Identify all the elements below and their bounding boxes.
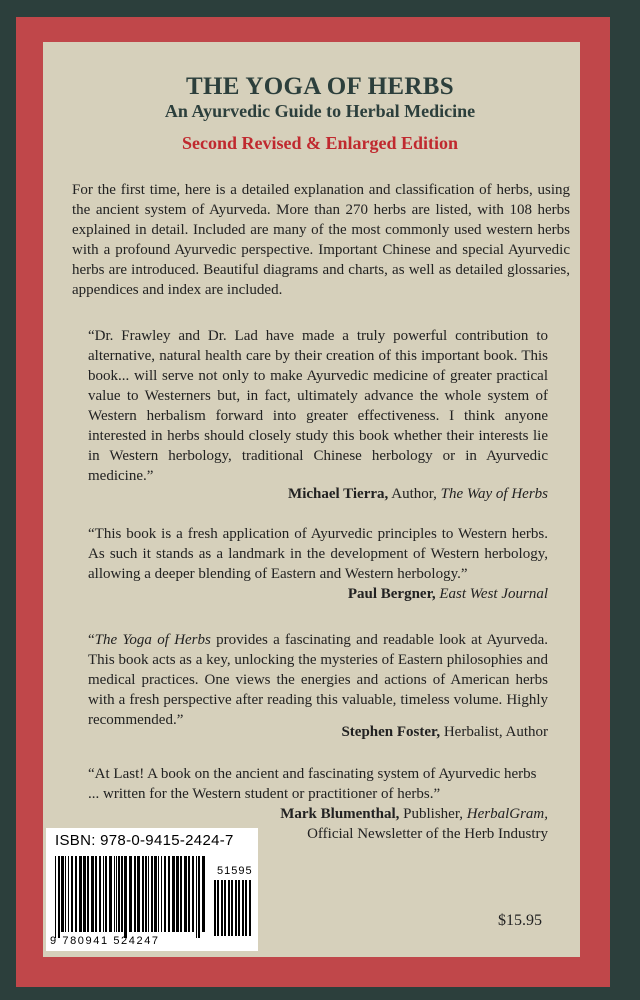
- barcode-bar: [103, 856, 104, 932]
- barcode-bar: [134, 856, 136, 932]
- reviewer-name: Stephen Foster,: [341, 724, 441, 740]
- barcode-bar: [154, 856, 157, 932]
- barcode-bar: [151, 856, 153, 932]
- reviewer-work: HerbalGram,: [466, 806, 548, 822]
- barcode-bar: [148, 856, 149, 932]
- barcode-bar: [158, 856, 159, 932]
- review-attribution-tierra: [288, 484, 548, 504]
- book-description: For the first time, here is a detailed explanation and classification of herbs, using the ancient system of Ayurveda. More than 270 herbs are listed, with 108 herbs explained in detail. Included are many of the most commonly used western herbs with a profound Ayurvedic perspective. Important Chinese and special Ayurvedic herbs are introduced. Beautiful diagrams and charts, as well as detailed glossaries, appendices and index are included.: [72, 182, 570, 298]
- addon-barcode: [214, 880, 254, 936]
- barcode-bar: [75, 856, 77, 932]
- addon-bar: [249, 880, 251, 936]
- quote-open-mark: “: [88, 632, 95, 648]
- barcode-bar: [121, 856, 123, 932]
- review-attribution-foster: [341, 722, 548, 742]
- book-title: THE YOGA OF HERBS: [186, 73, 454, 100]
- barcode-bar: [87, 856, 89, 932]
- reviewer-role: Author,: [391, 486, 437, 502]
- barcode-bar: [58, 856, 60, 938]
- review-quote-tierra: “Dr. Frawley and Dr. Lad have made a truly powerful contribution to alternative, natural health care by their creation of this important book. This book... will serve not only to make Ayurvedic medicine of greater practical value to Westerners but, in fact, ultimately advance the whole system of Western herbalism forward into greater effectiveness. I think anyone interested in herbs should closely study this book whether their interests lie in Western herbology, traditional Chinese herbology or in Ayurvedic medicine.”: [88, 328, 548, 484]
- barcode-bar: [168, 856, 170, 932]
- addon-bar: [214, 880, 216, 936]
- reviewer-name: Michael Tierra,: [288, 486, 389, 502]
- addon-bar: [245, 880, 247, 936]
- book-subtitle: An Ayurvedic Guide to Herbal Medicine: [164, 101, 476, 121]
- barcode-bar: [83, 856, 86, 932]
- barcode-bar: [172, 856, 175, 932]
- barcode-bar: [105, 856, 107, 932]
- barcode-bar: [161, 856, 162, 932]
- barcode-bar: [142, 856, 144, 932]
- barcode-bar: [196, 856, 197, 938]
- reviewer-work: The Way of Herbs: [440, 486, 548, 502]
- addon-bar: [221, 880, 223, 936]
- barcode-bar: [176, 856, 179, 932]
- barcode-bar: [71, 856, 73, 932]
- barcode-bar: [109, 856, 112, 932]
- review-attribution-bergner: [348, 584, 548, 604]
- barcode-bar: [118, 856, 120, 932]
- barcode-bar: [202, 856, 205, 932]
- barcode-bar: [116, 856, 117, 932]
- barcode-bar: [192, 856, 194, 932]
- barcode-bar: [145, 856, 147, 932]
- reviewer-role: Publisher,: [403, 806, 463, 822]
- ean-digits: 9 780941 524247: [50, 935, 160, 947]
- review-quote-foster: [88, 630, 548, 730]
- addon-bar: [238, 880, 240, 936]
- barcode-bar: [198, 856, 200, 938]
- price-label: $15.95: [498, 912, 542, 929]
- review-quote-blumenthal: “At Last! A book on the ancient and fascinating system of Ayurvedic herbs ... written for the Western student or practitioner of herbs.”: [88, 766, 537, 802]
- barcode-bar: [137, 856, 140, 932]
- barcode-bar: [188, 856, 190, 932]
- barcode-bar: [65, 856, 66, 932]
- reviewer-work: East West Journal: [439, 586, 548, 602]
- reviewer-role: Herbalist, Author: [443, 724, 548, 740]
- barcode-bar: [91, 856, 94, 932]
- barcode-bar: [95, 856, 97, 932]
- ean-barcode: [55, 856, 205, 938]
- reviewer-name: Paul Bergner,: [347, 586, 436, 602]
- addon-bar: [217, 880, 219, 936]
- addon-bar: [224, 880, 226, 936]
- review-attribution-blumenthal: [280, 804, 548, 824]
- review-quote-bergner: “This book is a fresh application of Ayurvedic principles to Western herbs. As such it stands as a landmark in the development of Western herbology, allowing a deeper blending of Eastern and Western herbology.”: [88, 526, 548, 582]
- addon-bar: [235, 880, 237, 936]
- barcode-bar: [79, 856, 82, 932]
- barcode-bar: [61, 856, 64, 932]
- barcode-bar: [114, 856, 115, 932]
- barcode-bar: [129, 856, 132, 932]
- barcode-bar: [68, 856, 69, 932]
- addon-bar: [231, 880, 233, 936]
- barcode-bar: [184, 856, 187, 932]
- quoted-book-title: The Yoga of Herbs: [94, 632, 211, 648]
- barcode-addon-digits: 51595: [217, 865, 253, 877]
- barcode-bar: [99, 856, 101, 932]
- isbn-barcode-box: [46, 828, 258, 951]
- barcode-bar: [180, 856, 182, 932]
- barcode-bar: [55, 856, 56, 938]
- edition-label: Second Revised & Enlarged Edition: [181, 133, 459, 153]
- reviewer-name: Mark Blumenthal,: [280, 806, 400, 822]
- addon-bar: [242, 880, 244, 936]
- quote-body: provides a fascinating and readable look at Ayurveda. This book acts as a key, unlocking the mysteries of Eastern philosophies and medical practices. One views the energies and actions of American herbs with a fresh perspective after reading this valuable, timeless volume. Highly recommended.”: [88, 632, 548, 728]
- barcode-bar: [164, 856, 166, 932]
- review-attribution-blumenthal-line2: Official Newsletter of the Herb Industry: [307, 826, 548, 842]
- barcode-bar: [124, 856, 127, 938]
- isbn-number: ISBN: 978-0-9415-2424-7: [55, 832, 234, 849]
- addon-bar: [228, 880, 230, 936]
